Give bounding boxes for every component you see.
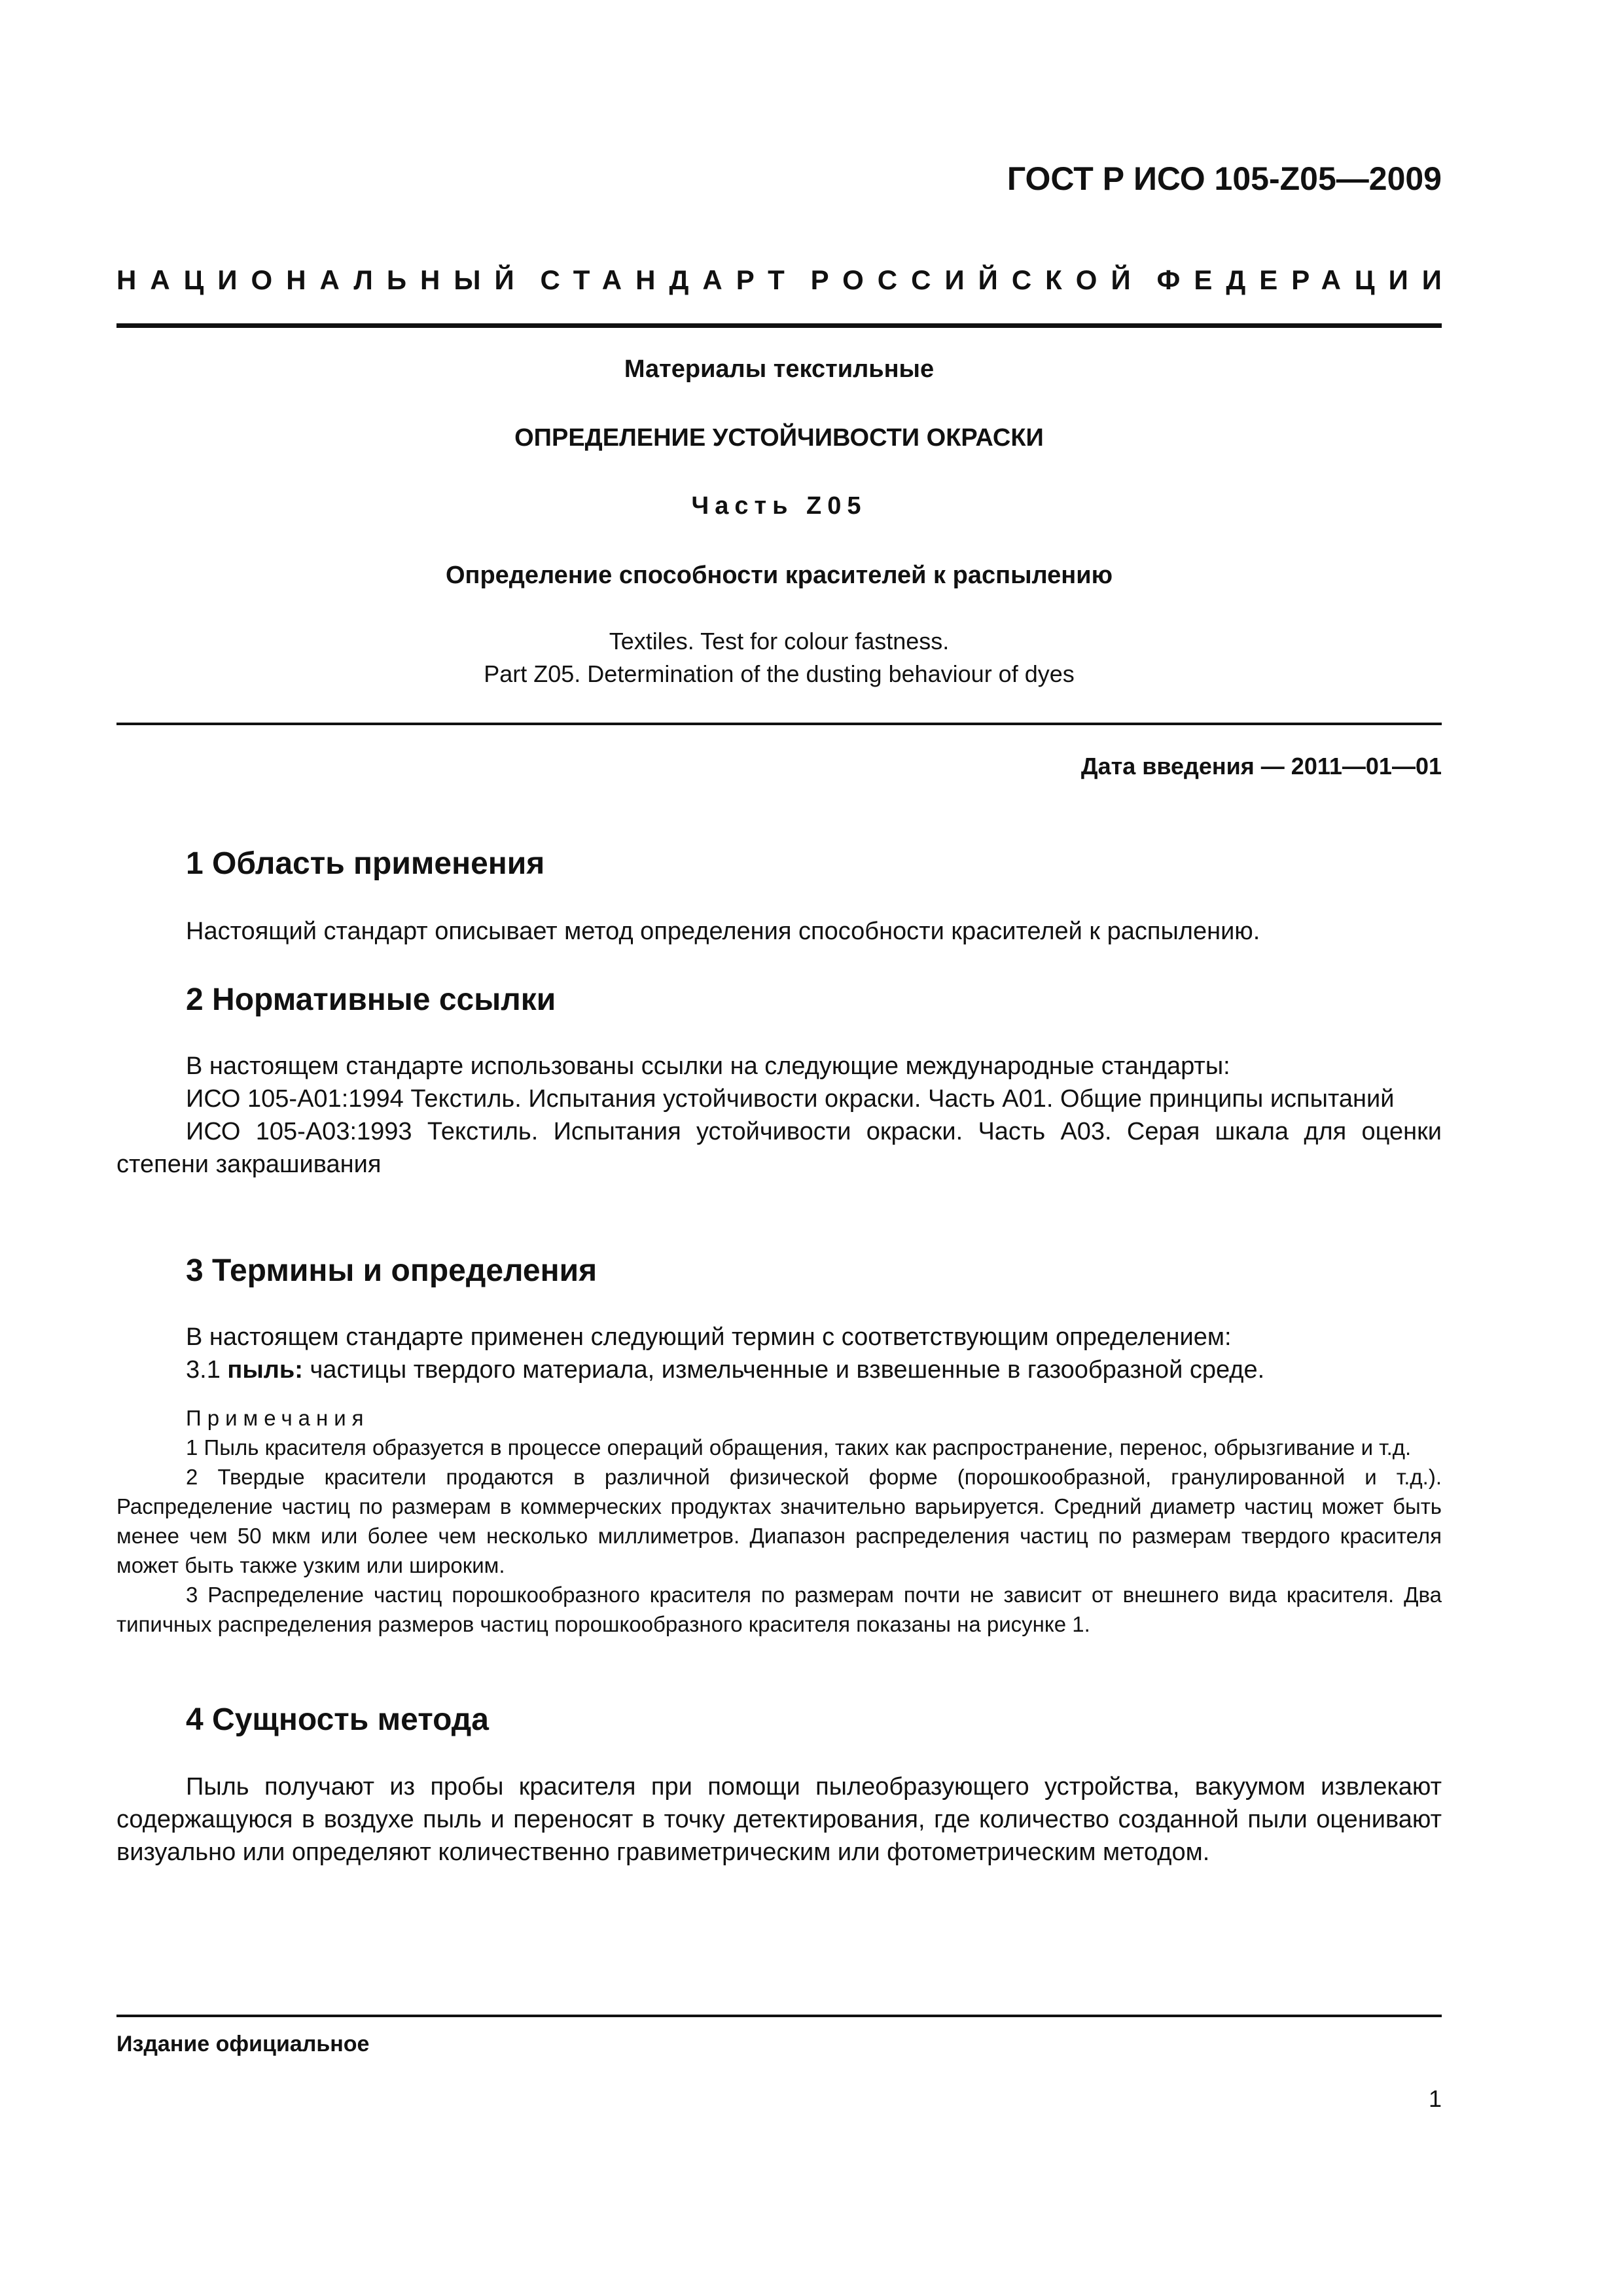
term-name: пыль: (227, 1356, 303, 1384)
page-number: 1 (1428, 2085, 1442, 2112)
banner-word-2: СТАНДАРТ (540, 264, 798, 295)
section-4-text: Пыль получают из пробы красителя при помощи пылеобразующего устройства, вакуумом извлекают содержащуюся в воздухе пыль и переносят в точку детектирования, где количество созданной пыли оценивают визуально или определяют количественно гравиметрическим или фотометрическим методом. (116, 1773, 1442, 1866)
title-materials: Материалы текстильные (624, 355, 935, 383)
title-part: Часть Z05 (691, 492, 867, 520)
title-english-line-1: Textiles. Test for colour fastness. (609, 628, 950, 655)
notes-block (116, 1403, 1442, 1639)
notes-heading: Примечания (186, 1406, 370, 1430)
national-standard-banner (116, 264, 1455, 296)
header-divider (116, 323, 1442, 328)
section-3-intro: В настоящем стандарте применен следующий термин с соответствующим определением: (186, 1323, 1232, 1351)
title-english (116, 625, 1442, 691)
section-4-body (116, 1770, 1442, 1869)
section-2-intro: В настоящем стандарте использованы ссылки на следующие международные стандарты: (186, 1052, 1230, 1080)
title-main: ОПРЕДЕЛЕНИЕ УСТОЙЧИВОСТИ ОКРАСКИ (514, 424, 1044, 452)
reference-2: ИСО 105-А03:1993 Текстиль. Испытания устойчивости окраски. Часть А03. Серая шкала для оценки степени закрашивания (116, 1118, 1442, 1178)
footer-divider (116, 2015, 1442, 2017)
standard-code: ГОСТ Р ИСО 105-Z05—2009 (1007, 160, 1442, 197)
title-divider (116, 723, 1442, 725)
note-3: 3 Распределение частиц порошкообразного красителя по размерам почти не зависит от внешнего вида красителя. Два типичных распределения размеров частиц порошкообразного красителя показаны на рисунке 1. (116, 1583, 1442, 1636)
note-2: 2 Твердые красители продаются в различной физической форме (порошкообразной, гранулированной и т.д.). Распределение частиц по размерам в коммерческих продуктах значительно варьируется. Средний диаметр частиц может быть менее чем 50 мкм или более чем несколько миллиметров. Диапазон распределения частиц по размерам твердого красителя может быть также узким или широким. (116, 1465, 1442, 1577)
banner-word-4: ФЕДЕРАЦИИ (1156, 264, 1455, 295)
section-2-body (116, 1050, 1442, 1181)
title-subtitle: Определение способности красителей к распылению (445, 562, 1113, 589)
banner-word-3: РОССИЙСКОЙ (810, 264, 1145, 295)
reference-1: ИСО 105-А01:1994 Текстиль. Испытания устойчивости окраски. Часть А01. Общие принципы испытаний (186, 1085, 1395, 1113)
term-definition (116, 1354, 1442, 1386)
section-1-body (116, 915, 1442, 948)
introduction-date: Дата введения — 2011—01—01 (1080, 753, 1442, 780)
title-english-line-2: Part Z05. Determination of the dusting behaviour of dyes (484, 660, 1075, 687)
term-text: частицы твердого материала, измельченные и взвешенные в газообразной среде. (302, 1356, 1265, 1384)
section-1-heading: 1 Область применения (186, 846, 545, 881)
section-3-heading: 3 Термины и определения (186, 1253, 597, 1288)
section-4-heading: 4 Сущность метода (186, 1702, 489, 1737)
section-1-text: Настоящий стандарт описывает метод определения способности красителей к распылению. (186, 918, 1260, 945)
term-number: 3.1 (186, 1356, 228, 1384)
banner-word-1: НАЦИОНАЛЬНЫЙ (116, 264, 528, 295)
note-1: 1 Пыль красителя образуется в процессе операций обращения, таких как распространение, перенос, обрызгивание и т.д. (186, 1435, 1412, 1460)
section-3-body (116, 1321, 1442, 1386)
section-2-heading: 2 Нормативные ссылки (186, 982, 556, 1017)
official-edition-label: Издание официальное (116, 2032, 370, 2056)
